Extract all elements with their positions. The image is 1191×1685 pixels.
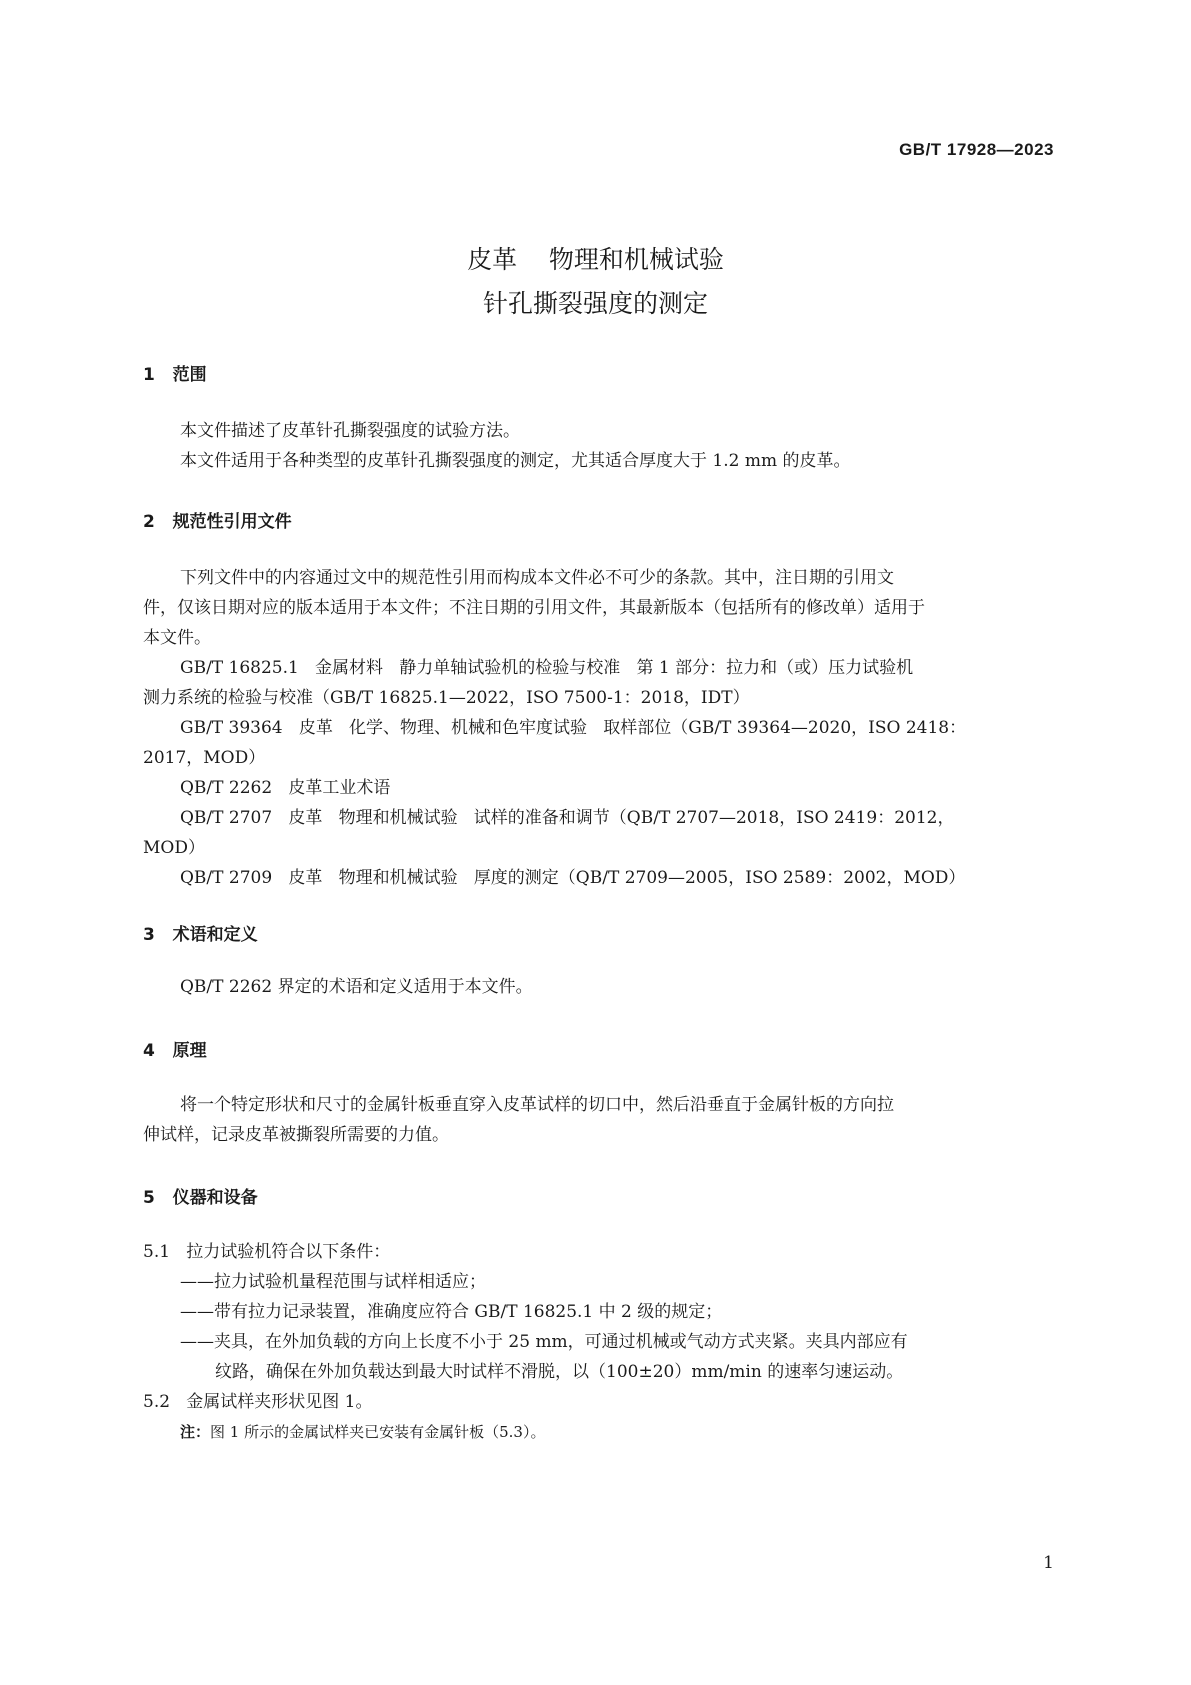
reference-line: QB/T 2707 皮革 物理和机械试验 试样的准备和调节（QB/T 2707—2018，ISO 2419：2012，	[180, 808, 955, 828]
section-5-body	[143, 1237, 1063, 1447]
section-3-heading: 3 术语和定义	[143, 925, 258, 945]
section-2-intro-line: 下列文件中的内容通过文中的规范性引用而构成本文件必不可少的条款。其中，注日期的引用文	[180, 568, 894, 588]
reference-line: 2017，MOD）	[143, 748, 266, 768]
section-2-heading: 2 规范性引用文件	[143, 512, 292, 532]
clause-5-2: 5.2 金属试样夹形状见图 1。	[143, 1392, 373, 1412]
reference-line: 测力系统的检验与校准（GB/T 16825.1—2022，ISO 7500-1：2018，IDT）	[143, 688, 750, 708]
dash-item-continuation: 纹路，确保在外加负载达到最大时试样不滑脱，以（100±20）mm/min 的速率匀速运动。	[215, 1362, 904, 1382]
section-5-heading: 5 仪器和设备	[143, 1188, 258, 1208]
dash-item: ——带有拉力记录装置，准确度应符合 GB/T 16825.1 中 2 级的规定；	[180, 1302, 723, 1322]
section-1	[143, 360, 1063, 385]
section-2-intro	[143, 563, 1063, 653]
section-5	[143, 1183, 1063, 1208]
reference-line: QB/T 2709 皮革 物理和机械试验 厚度的测定（QB/T 2709—2005，ISO 2589：2002，MOD）	[180, 868, 966, 888]
section-2-intro-line: 本文件。	[143, 628, 211, 648]
note-label: 注：	[180, 1423, 211, 1441]
page-number: 1	[1043, 1553, 1054, 1573]
section-1-para-2: 本文件适用于各种类型的皮革针孔撕裂强度的测定，尤其适合厚度大于 1.2 mm 的皮革。	[180, 451, 851, 471]
document-title	[0, 238, 1191, 326]
section-3	[143, 920, 1063, 945]
section-4-line: 伸试样，记录皮革被撕裂所需要的力值。	[143, 1125, 449, 1145]
standard-code: GB/T 17928—2023	[899, 140, 1054, 159]
section-4-heading: 4 原理	[143, 1041, 207, 1061]
note-text: 图 1 所示的金属试样夹已安装有金属针板（5.3）。	[210, 1423, 546, 1441]
reference-line: GB/T 39364 皮革 化学、物理、机械和色牢度试验 取样部位（GB/T 39364—2020，ISO 2418：	[180, 718, 967, 738]
section-3-para: QB/T 2262 界定的术语和定义适用于本文件。	[180, 977, 533, 997]
dash-item: ——拉力试验机量程范围与试样相适应；	[180, 1272, 486, 1292]
normative-references	[143, 653, 1063, 893]
section-3-body	[143, 972, 1063, 1002]
section-4-line: 将一个特定形状和尺寸的金属针板垂直穿入皮革试样的切口中，然后沿垂直于金属针板的方向拉	[180, 1095, 894, 1115]
title-line-2: 针孔撕裂强度的测定	[482, 289, 708, 318]
section-4-body	[143, 1090, 1063, 1150]
clause-5-1: 5.1 拉力试验机符合以下条件：	[143, 1242, 391, 1262]
note	[143, 1417, 1063, 1447]
section-4	[143, 1036, 1063, 1061]
section-1-body	[143, 416, 1063, 476]
dash-item: ——夹具，在外加负载的方向上长度不小于 25 mm，可通过机械或气动方式夹紧。夹具内部应有	[180, 1332, 908, 1352]
section-2-intro-line: 件，仅该日期对应的版本适用于本文件；不注日期的引用文件，其最新版本（包括所有的修改单）适用于	[143, 598, 925, 618]
section-1-heading: 1 范围	[143, 365, 207, 385]
reference-line: GB/T 16825.1 金属材料 静力单轴试验机的检验与校准 第 1 部分：拉力和（或）压力试验机	[180, 658, 914, 678]
reference-line: QB/T 2262 皮革工业术语	[180, 778, 391, 798]
reference-line: MOD）	[143, 838, 205, 858]
section-2	[143, 507, 1063, 532]
section-1-para-1: 本文件描述了皮革针孔撕裂强度的试验方法。	[180, 421, 520, 441]
title-line-1: 皮革 物理和机械试验	[467, 245, 724, 274]
